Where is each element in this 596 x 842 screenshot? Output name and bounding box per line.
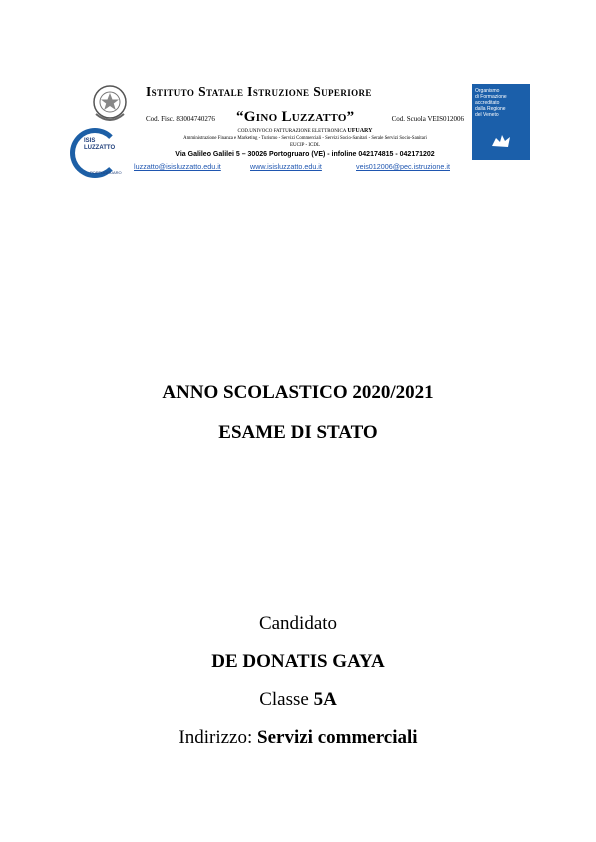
track-value: Servizi commerciali — [257, 727, 418, 748]
region-text: Organismo di Formazione accreditato dalla Regione del Veneto — [475, 88, 507, 118]
class-value: 5A — [313, 689, 337, 710]
school-name: “Gino Luzzatto” — [236, 109, 355, 125]
region-accreditation-badge — [472, 84, 530, 160]
pec-link[interactable]: veis012006@pec.istruzione.it — [356, 162, 450, 171]
cod-univoco-value: UFUARY — [347, 128, 373, 134]
logo-text — [84, 138, 115, 152]
school-logo — [70, 128, 134, 178]
institute-title: Istituto Statale Istruzione Superiore — [146, 84, 372, 99]
school-address: Via Galileo Galilei 5 – 30026 Portogruaro (VE) - infoline 042174815 - 042171202 — [175, 151, 435, 158]
cod-scuola: Cod. Scuola VEIS012006 — [391, 115, 464, 123]
certifications: EUCIP - ICDL — [289, 143, 321, 148]
veneto-lion-icon — [490, 130, 512, 152]
email-link[interactable]: luzzatto@isisluzzatto.edu.it — [134, 162, 221, 171]
school-name-row — [146, 109, 464, 127]
logo-isis: ISIS — [84, 138, 96, 144]
candidate-label: Candidato — [258, 613, 338, 634]
school-year: ANNO SCOLASTICO 2020/2021 — [162, 382, 434, 403]
class-label: Classe — [259, 689, 314, 710]
logo-name: LUZZATTO — [84, 145, 116, 151]
exam-title: ESAME DI STATO — [218, 422, 378, 443]
letterhead — [70, 82, 530, 178]
website-link[interactable]: www.isisluzzatto.edu.it — [250, 162, 322, 171]
track-label: Indirizzo: — [178, 727, 258, 748]
logo-city: PORTOGRUARO — [90, 170, 122, 175]
candidate-name: DE DONATIS GAYA — [211, 651, 385, 672]
cod-univoco-label: COD.UNIVOCO FATTURAZIONE ELETTRONICA — [237, 129, 347, 134]
track-line — [0, 727, 596, 749]
cod-univoco — [146, 128, 464, 134]
cod-fisc: Cod. Fisc. 83004740276 — [146, 115, 215, 123]
italian-republic-emblem-icon — [90, 82, 130, 126]
contacts-row — [134, 162, 530, 172]
class-line — [0, 689, 596, 711]
school-tracks: Amministrazione Finanza e Marketing - Turismo - Servizi Commerciali - Servizi Socio-Sanitari - Serale Servizi Socio-Sanitari — [183, 136, 427, 141]
